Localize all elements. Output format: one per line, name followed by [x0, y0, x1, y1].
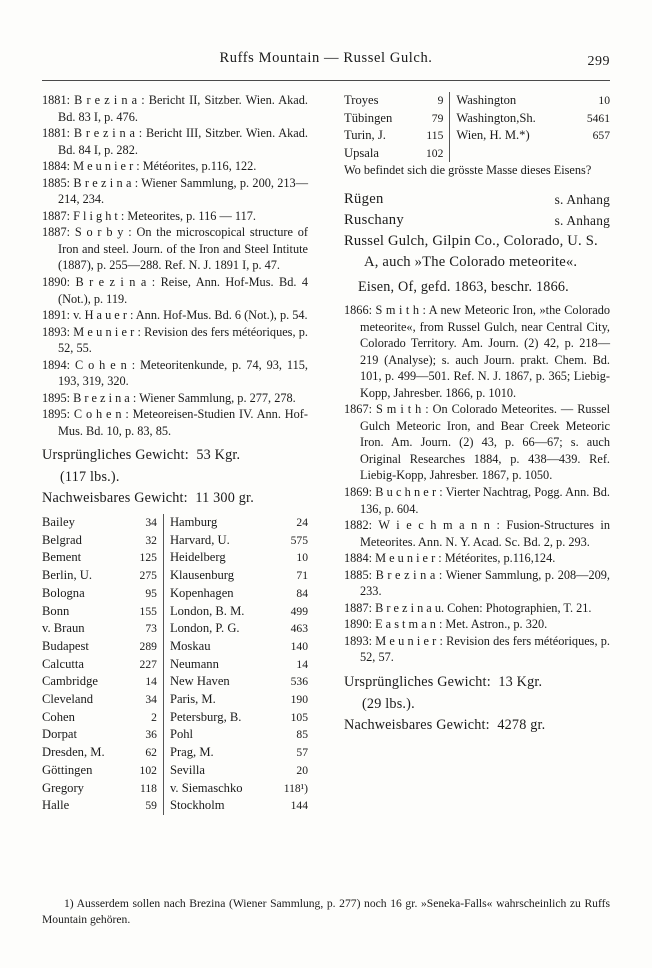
original-weight-paren-line [42, 467, 308, 489]
collection-weight: 85 [296, 728, 308, 742]
collection-name: Prag, M. [163, 744, 274, 762]
collections-table-continued-body [344, 92, 610, 162]
collection-weight: 36 [145, 728, 157, 742]
header-rule [42, 80, 610, 81]
collection-name: Stockholm [163, 797, 274, 815]
collection-weight: 10 [598, 94, 610, 107]
collection-name: Petersburg, B. [163, 709, 274, 727]
table-row [42, 585, 308, 603]
collection-name: Neumann [163, 656, 274, 674]
table-row [42, 762, 308, 780]
footnote-marker: 1) [64, 897, 74, 910]
collection-weight: 71 [296, 569, 308, 583]
collection-weight: 105 [290, 710, 308, 724]
table-row [344, 127, 610, 145]
collection-weight: 190 [290, 693, 308, 707]
table-row [42, 532, 308, 550]
bibliography-entry: 1881: B r e z i n a : Bericht II, Sitzber. Wien. Akad. Bd. 83 I, p. 476. [42, 93, 308, 124]
collection-weight: 9 [437, 94, 444, 107]
collection-name: Sevilla [163, 762, 274, 780]
collection-weight: 5461 [586, 111, 610, 125]
collection-name: Pohl [163, 726, 274, 744]
collection-weight: 62 [145, 746, 157, 760]
verifiable-weight-label: Nachweisbares Gewicht: [344, 717, 490, 733]
bibliography-entry: 1885: B r e z i n a : Wiener Sammlung, p. 200, 213—214, 234. [42, 175, 308, 207]
original-weight-line [42, 445, 308, 467]
collection-weight: 84 [296, 586, 308, 600]
bibliography-entry: 1893: M e u n i e r : Revision des fers météoriques, p. 52, 57. [344, 633, 610, 665]
cross-reference-term: Ruschany [344, 211, 404, 228]
table-row [344, 145, 610, 163]
collection-name: London, B. M. [163, 603, 274, 621]
collection-weight: 499 [290, 604, 308, 618]
collection-weight: 57 [296, 746, 308, 760]
collection-weight: 144 [290, 799, 308, 813]
collection-weight: 289 [139, 639, 157, 653]
collection-weight: 10 [296, 551, 308, 565]
collection-name: Göttingen [42, 762, 93, 777]
collections-table-continued [344, 92, 610, 162]
table-row [42, 744, 308, 762]
collection-weight: 59 [145, 799, 157, 813]
bibliography-entry: 1893: M e u n i e r : Revision des fers météoriques, p. 52, 55. [42, 324, 308, 356]
page-header [42, 50, 610, 76]
classification-line: Eisen, Of, gefd. 1863, beschr. 1866. [358, 278, 569, 295]
original-weight-value: 13 Kgr. [498, 674, 543, 690]
collection-weight: 73 [145, 622, 157, 636]
collection-name: London, P. G. [163, 620, 274, 638]
collection-weight: 79 [431, 111, 444, 125]
bibliography-entry: 1891: v. H a u e r : Ann. Hof-Mus. Bd. 6 (Not.), p. 54. [42, 308, 308, 323]
bibliography-entry: 1884: M e u n i e r : Météorites, p.116,124. [344, 551, 556, 566]
question-text: Wo befindet sich die grösste Masse dieses Eisens? [344, 163, 592, 178]
collection-weight: 102 [425, 146, 444, 160]
main-entry-heading: Russel Gulch, Gilpin Co., Colorado, U. S. A, auch »The Colorado meteorite«. [344, 232, 598, 270]
table-row [42, 620, 308, 638]
collection-name: Dorpat [42, 727, 77, 742]
collection-weight: 657 [592, 129, 610, 143]
collection-weight: 118 [139, 781, 157, 795]
collection-weight: 115 [426, 129, 444, 143]
verifiable-weight-value: 4278 gr. [497, 717, 546, 733]
original-weight-label: Ursprüngliches Gewicht: [344, 674, 491, 690]
cross-reference-ruegen [344, 189, 610, 210]
table-row [344, 110, 610, 128]
collection-name: Belgrad [42, 532, 82, 547]
collection-name: Bailey [42, 514, 75, 529]
collection-weight: 118¹) [283, 781, 308, 795]
text-columns [42, 92, 610, 882]
collections-table [42, 514, 308, 815]
original-weight-label: Ursprüngliches Gewicht: [42, 447, 189, 464]
collection-name: Washington,Sh. [450, 110, 576, 128]
table-row [42, 709, 308, 727]
cross-reference-term: Rügen [344, 190, 384, 207]
cross-reference-ruschany [344, 210, 610, 231]
table-row [42, 549, 308, 567]
cross-reference-target: s. Anhang [554, 191, 610, 207]
bibliography-entry: 1895: B r e z i n a : Wiener Sammlung, p. 277, 278. [42, 390, 296, 405]
collection-weight [576, 145, 610, 163]
collection-name: Paris, M. [163, 691, 274, 709]
collection-name: v. Siemaschko [163, 780, 274, 798]
cross-reference-target: s. Anhang [554, 212, 610, 228]
table-row [42, 603, 308, 621]
collection-name: Harvard, U. [163, 532, 274, 550]
collection-weight: 20 [296, 763, 308, 777]
collection-weight: 155 [139, 604, 157, 618]
bibliography-entry: 1882: W i e c h m a n n : Fusion-Structures in Meteorites. Ann. N. Y. Acad. Sc. Bd. 2, p. 293. [344, 518, 610, 549]
bibliography-entry: 1887: S o r b y : On the microscopical structure of Iron and steel. Journ. of the Iron and Steel Intitute (1887), p. 255—288. Ref. N. J. 1891 I, p. 47. [42, 225, 308, 273]
bibliography-entry: 1867: S m i t h : On Colorado Meteorites. — Russel Gulch Meteoric Iron, and Bear Creek Meteoric Iron. Am. Journ. (2) 43, p. 66—67; s. auch Original Researches 1884, p. 438—439. Ref. Liebig-Kopp, Jahresber. 1867, p. 1050. [344, 402, 610, 483]
collection-name: Upsala [344, 145, 379, 160]
verifiable-weight-line [344, 715, 610, 737]
collection-name: Washington [450, 92, 576, 110]
footnote-text [42, 896, 610, 929]
left-column [42, 92, 308, 882]
table-row [42, 673, 308, 691]
collection-name: Cleveland [42, 692, 94, 707]
table-row [42, 691, 308, 709]
bibliography-entry: 1881: B r e z i n a : Bericht III, Sitzber. Wien. Akad. Bd. 84 I, p. 282. [42, 126, 308, 157]
collection-name: Cohen [42, 709, 75, 724]
original-weight-paren: (117 lbs.). [60, 468, 120, 485]
bibliography-entry: 1885: B r e z i n a : Wiener Sammlung, p. 208—209, 233. [344, 567, 610, 599]
collection-name: v. Braun [42, 621, 85, 636]
footnote [42, 896, 610, 929]
page-number: 299 [587, 54, 610, 69]
collection-weight: 463 [290, 622, 308, 636]
collection-name: Moskau [163, 638, 274, 656]
bibliography-entry: 1895: C o h e n : Meteoreisen-Studien IV. Ann. Hof-Mus. Bd. 10, p. 83, 85. [42, 407, 308, 438]
original-weight-line [344, 672, 610, 694]
collection-name: Budapest [42, 638, 89, 653]
table-row [42, 567, 308, 585]
collection-name: Halle [42, 798, 70, 813]
verifiable-weight-label: Nachweisbares Gewicht: [42, 490, 188, 507]
collection-weight: 24 [296, 515, 308, 529]
collections-table-body [42, 514, 308, 815]
collection-weight: 2 [151, 710, 157, 724]
collection-weight: 140 [290, 639, 308, 653]
collection-name: Berlin, U. [42, 568, 93, 583]
collection-name [450, 145, 576, 163]
collection-name: Tübingen [344, 110, 393, 125]
verifiable-weight-line [42, 488, 308, 510]
collection-name: Gregory [42, 780, 84, 795]
collection-weight: 227 [139, 657, 157, 671]
collection-name: Wien, H. M.*) [450, 127, 576, 145]
bibliography-entry: 1894: C o h e n : Meteoritenkunde, p. 74, 93, 115, 193, 319, 320. [42, 357, 308, 389]
collection-name: Bonn [42, 603, 70, 618]
bibliography-entry: 1866: S m i t h : A new Meteoric Iron, »the Colorado meteorite«, from Russel Gulch, near Central City, Colorado Territory. Am. Journ. (2) 42, p. 218—219 (Analyse); s. auch Journ. prakt. Chem. Bd. 101, p. 499—501. Ref. N. J. 1867, p. 365; Liebig-Kopp, Jahresber. 1866, p. 1010. [344, 302, 610, 400]
collection-weight: 14 [145, 675, 157, 689]
collection-name: Hamburg [163, 514, 274, 532]
original-weight-paren: (29 lbs.). [362, 695, 415, 712]
bibliography-entry: 1890: E a s t m a n : Met. Astron., p. 320. [344, 617, 548, 632]
collection-weight: 14 [296, 657, 308, 671]
collection-name: Turin, J. [344, 128, 386, 143]
collection-name: Calcutta [42, 656, 84, 671]
bibliography-entry: 1884: M e u n i e r : Météorites, p.116, 122. [42, 159, 257, 174]
collection-weight: 102 [139, 763, 157, 777]
bibliography-entry: 1890: B r e z i n a : Reise, Ann. Hof-Mus. Bd. 4 (Not.), p. 119. [42, 275, 308, 306]
table-row [344, 92, 610, 110]
collection-name: Bologna [42, 585, 85, 600]
collection-weight: 536 [290, 675, 308, 689]
table-row [42, 797, 308, 815]
bibliography-entry: 1869: B u c h n e r : Vierter Nachtrag, Pogg. Ann. Bd. 136, p. 604. [344, 484, 610, 516]
collection-name: Dresden, M. [42, 745, 105, 760]
collection-weight: 34 [145, 515, 157, 529]
collection-name: Kopenhagen [163, 585, 274, 603]
table-row [42, 638, 308, 656]
verifiable-weight-value: 11 300 gr. [195, 490, 254, 507]
right-column [344, 92, 610, 882]
table-row [42, 780, 308, 798]
collection-name: Heidelberg [163, 549, 274, 567]
collection-weight: 34 [145, 693, 157, 707]
bibliography-entry: 1887: F l i g h t : Meteorites, p. 116 — 117. [42, 208, 256, 223]
running-title: Ruffs Mountain — Russel Gulch. [219, 50, 433, 66]
collection-weight: 275 [139, 569, 157, 583]
table-row [42, 726, 308, 744]
original-weight-value: 53 Kgr. [196, 447, 241, 464]
table-row [42, 514, 308, 532]
collection-name: Bement [42, 550, 82, 565]
collection-name: Troyes [344, 93, 379, 107]
collection-name: Cambridge [42, 674, 98, 689]
table-row [42, 656, 308, 674]
footnote-body: Ausserdem sollen nach Brezina (Wiener Sammlung, p. 277) noch 16 gr. »Seneka-Falls« wahrscheinlich zu Ruffs Mountain gehören. [42, 897, 611, 927]
collection-weight: 32 [145, 533, 157, 547]
collection-name: Klausenburg [163, 567, 274, 585]
collection-weight: 575 [290, 533, 308, 547]
collection-name: New Haven [163, 673, 274, 691]
collection-weight: 95 [145, 586, 157, 600]
original-weight-paren-line [344, 694, 610, 716]
collection-weight: 125 [139, 551, 157, 565]
bibliography-entry: 1887: B r e z i n a u. Cohen: Photographien, T. 21. [344, 600, 592, 615]
